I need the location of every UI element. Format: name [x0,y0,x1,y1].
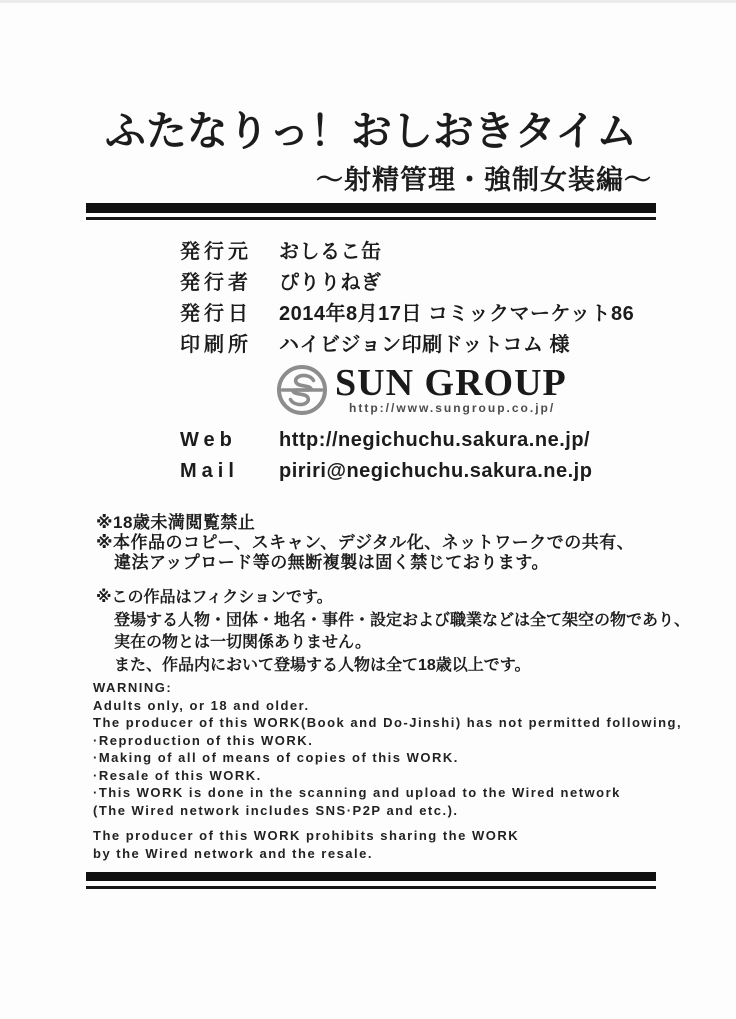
warning-spacer [93,819,656,827]
warning-line: ·This WORK is done in the scanning and upload to the Wired network [93,785,621,800]
publication-info [86,241,656,357]
notice-line: ※この作品はフィクションです。 [96,589,333,606]
publisher-value: おしるこ缶 [279,241,382,263]
publish-date-row [180,303,656,326]
notice-line: ※18歳未満閲覧禁止 [96,513,256,532]
warning-line: Adults only, or 18 and older. [93,697,310,713]
divider-bottom-thin [86,886,656,889]
warning-heading: WARNING: [93,680,173,695]
book-subtitle: ～射精管理・強制女装編～ [316,165,652,196]
printer-row [180,334,656,357]
printer-value: ハイビジョン印刷ドットコム 様 [279,334,571,356]
notice-line: ※本作品のコピー、スキャン、デジタル化、ネットワークでの共有、 [96,533,635,552]
restriction-notice [96,513,656,573]
notice-line: 実在の物とは一切関係ありません。 [114,634,371,651]
mail-row [180,460,656,483]
publish-date-label: 発行日 [180,303,252,325]
warning-line: (The Wired network includes SNS·P2P and etc.). [93,802,459,818]
contact-info [86,429,656,483]
notice-line: 違法アップロード等の無断複製は固く禁じております。 [114,553,549,572]
mail-address: piriri@negichuchu.sakura.ne.jp [279,460,593,482]
english-warning [93,679,683,862]
book-title: ふたなりっ！おしおきタイム [104,108,638,154]
divider-bottom-thick [86,872,656,881]
author-row [180,272,656,295]
notice-line: また、作品内において登場する人物は全て18歳以上です。 [114,656,531,674]
author-label: 発行者 [180,272,252,294]
web-url: http://negichuchu.sakura.ne.jp/ [279,429,591,451]
warning-line: ·Making of all of means of copies of this WORK. [93,750,459,765]
publisher-row [180,241,656,264]
sun-group-name: SUN GROUP [335,362,567,404]
warning-line: by the Wired network and the resale. [93,845,373,861]
printer-logo-text [335,363,567,415]
author-value: ぴりりねぎ [279,272,382,294]
warning-line: ·Resale of this WORK. [93,767,262,783]
printer-label: 印刷所 [180,334,252,356]
notice-line: 登場する人物・団体・地名・事件・設定および職業などは全て架空の物であり、 [114,611,691,629]
publish-date-value: 2014年8月17日 コミックマーケット86 [279,303,635,325]
mail-label: Mail [180,460,239,482]
warning-line: ·Reproduction of this WORK. [93,732,314,748]
fiction-notice [96,587,691,677]
sun-group-url: http://www.sungroup.co.jp/ [349,401,556,415]
printer-logo [275,363,656,421]
warning-line: The producer of this WORK prohibits sharing the WORK [93,828,520,843]
web-label: Web [180,429,237,451]
sun-group-logo-icon [275,363,329,417]
divider-top-thin [86,217,656,220]
web-row [180,429,656,452]
publisher-label: 発行元 [180,241,252,263]
divider-top-thick [86,203,656,213]
page-content [0,3,736,889]
warning-line: The producer of this WORK(Book and Do-Jinshi) has not permitted following, [93,715,683,730]
